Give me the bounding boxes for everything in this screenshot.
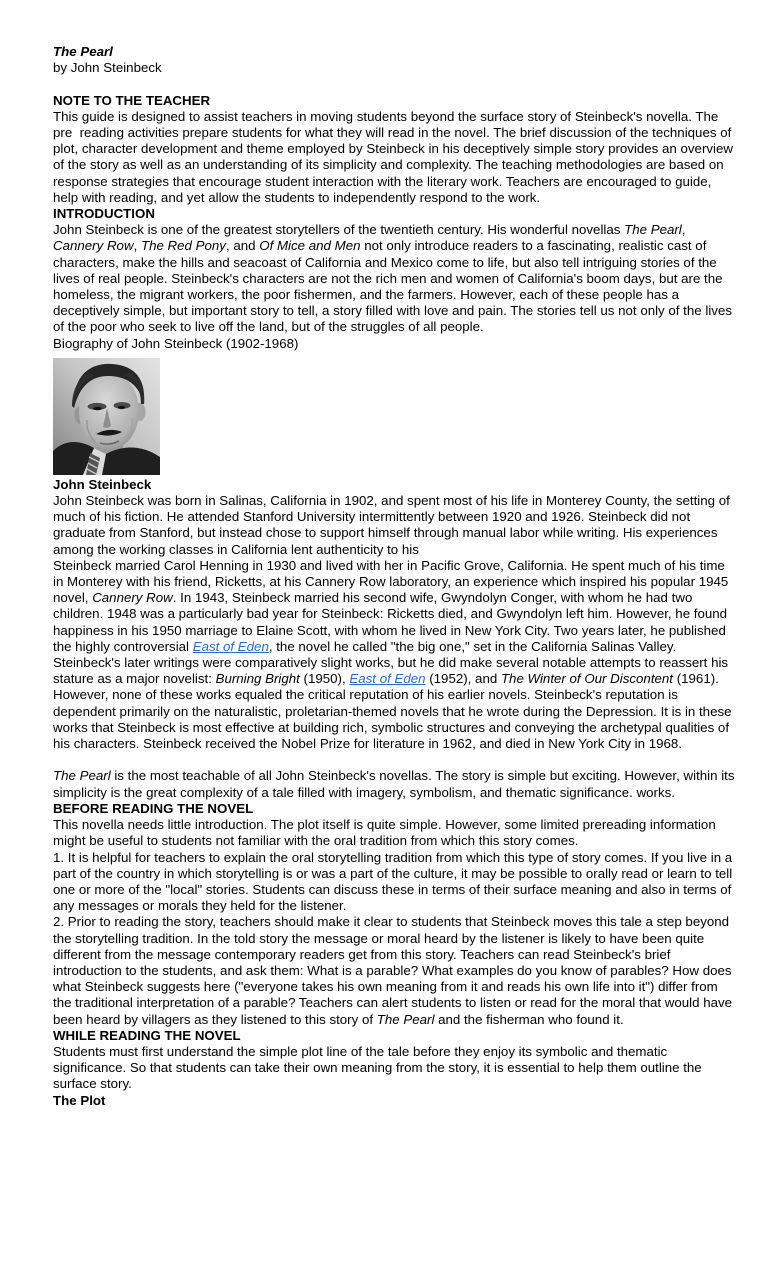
spacer (53, 752, 735, 768)
introduction-paragraph-text: The Red Pony (140, 238, 226, 254)
prereading-item-1-text: 1. It is helpful for teachers to explain the oral storytelling tradition from which this type of story comes. If you live in a part of the country in which storytelling is or was a part of the culture, it may be possible to orally read or learn to tell one or more of the "local" stories. Students can discuss these in terms of their surface meaning and also in terms of any messages or morals they held for the listener. (53, 849, 736, 914)
biography-paragraph-2-text: Steinbeck married Carol Henning in 1930 and lived with her in Pacific Grove, California. He spent much of his time in Monterey with his friend, Ricketts, at his Cannery Row laboratory, an experience which inspired his popular 1945 novel, (53, 557, 732, 606)
photo-caption-text: John Steinbeck (53, 476, 152, 492)
introduction-paragraph-text: Cannery Row (53, 238, 134, 254)
biography-paragraph-2-text: Cannery Row (92, 590, 173, 606)
introduction-paragraph-text: The Pearl (624, 222, 682, 238)
biography-paragraph-3-text: (1952), and (425, 671, 501, 687)
east-of-eden-link[interactable]: East of Eden (192, 638, 269, 654)
prereading-item-2 (53, 914, 735, 1027)
book-title-text: The Pearl (53, 44, 113, 59)
biography-line (53, 336, 735, 352)
note-to-teacher-heading-text: NOTE TO THE TEACHER (53, 92, 211, 108)
introduction-paragraph-text: John Steinbeck is one of the greatest storytellers of the twentieth century. His wonderful novellas (53, 222, 625, 238)
introduction-paragraph-text: not only introduce readers to a fascinating, realistic cast of characters, make the hills and seacoast of California and Mexico come to life, but also tell intriguing stories of the lives of real people. Steinbeck's characters are not the rich men and women of California's boom days, but are the homeless, the migrant workers, the poor fishermen, and the farmers. However, each of these people has a deceptively simple, but important story to tell, a story filled with love and pain. The stories tell us not only of the lives of the poor who seek to live off the land, but of the struggles of all people. (53, 238, 736, 335)
introduction-heading-text: INTRODUCTION (53, 206, 155, 222)
prereading-item-2-text: The Pearl (376, 1011, 435, 1027)
biography-paragraph-3-text: (1961). However, none of these works equaled the critical reputation of his earlier novels. Steinbeck's reputation is dependent primarily on the naturalistic, proletarian-themed novels that he wrote during the Depression. It is in these works that Steinbeck is most effective at building rich, symbolic structures and conveying the archetypal qualities of his characters. Steinbeck received the Nobel Prize for literature in 1962, and died in New York City in 1968. (53, 671, 736, 752)
while-reading-paragraph-text: Students must first understand the simple plot line of the tale before they enjoy its symbolic and thematic significance. So that students can take their own meaning from the story, it is essential to help them outline the surface story. (53, 1043, 706, 1092)
byline (53, 60, 735, 76)
east-of-eden-link[interactable]: East of Eden (349, 671, 426, 687)
teachable-paragraph (53, 768, 739, 800)
biography-paragraph-3-text: Burning Bright (215, 671, 300, 687)
the-plot-heading (53, 1093, 735, 1109)
introduction-paragraph-text: Of Mice and Men (259, 238, 361, 254)
biography-paragraph-1-text: John Steinbeck was born in Salinas, California in 1902, and spent most of his life in Monterey County, the setting of much of his fiction. He attended Stanford University intermittently between 1920 and 1926. Steinbeck did not graduate from Stanford, but instead chose to support himself through manual labor while writing. His experiences among the working classes in California lent authenticity to his (53, 493, 734, 557)
prereading-item-2-text: 2. Prior to reading the story, teachers should make it clear to students that Steinbeck moves this tale a step beyond the storytelling tradition. In the told story the message or moral heard by the listener is likely to have been quite different from the message contemporary readers get from this story. Teachers can read Steinbeck's brief introduction to the students, and ask them: What is a parable? What examples do you know of parables? How does what Steinbeck suggests here ("everyone takes his own meaning from it and reads his own life into it") differ from the traditional interpretation of a parable? Teachers can alert students to listen or read for the moral that would have been heard by villagers as they listened to this story of (53, 914, 736, 1027)
biography-paragraph-3-text: (1950), (299, 671, 350, 687)
document-body (53, 44, 739, 1109)
introduction-heading (53, 206, 735, 222)
introduction-paragraph-text: , and (225, 238, 260, 254)
prereading-item-2-text: and the fisherman who found it. (434, 1011, 624, 1027)
biography-paragraph-2-text: , the novel he called "the big one," set in the California Salinas Valley. (268, 638, 677, 654)
biography-paragraph-3 (53, 655, 735, 752)
steinbeck-photo (53, 358, 160, 475)
introduction-paragraph (53, 222, 735, 335)
teachable-paragraph-text: The Pearl (53, 768, 111, 784)
biography-paragraph-2 (53, 558, 735, 655)
while-reading-heading (53, 1028, 735, 1044)
photo-caption (53, 477, 735, 493)
biography-paragraph-3-text: The Winter of Our Discontent (500, 671, 674, 687)
note-to-teacher-heading (53, 93, 735, 109)
while-reading-heading-text: WHILE READING THE NOVEL (53, 1027, 241, 1043)
before-reading-paragraph-text: This novella needs little introduction. The plot itself is quite simple. However, some limited prereading information might be useful to students not familiar with the oral tradition from which this story comes. (53, 817, 720, 849)
teachable-paragraph-text: is the most teachable of all John Steinbeck's novellas. The story is simple but exciting. However, within its simplicity is the great complexity of a tale filled with imagery, symbolism, and thematic significance. works. (53, 768, 739, 800)
byline-text: by John Steinbeck (53, 60, 162, 76)
the-plot-heading-text: The Plot (53, 1092, 106, 1108)
biography-paragraph-3-text: Steinbeck's later writings were comparatively slight works, but he did make several notable attempts to reassert his stature as a major novelist: (53, 655, 732, 687)
book-title (53, 44, 735, 60)
biography-line-text: Biography of John Steinbeck (1902-1968) (53, 335, 299, 351)
note-to-teacher-paragraph-text: This guide is designed to assist teachers in moving students beyond the surface story of Steinbeck's novella. The pre reading activities prepare students for what they will read in the novel. The brief discussion of the techniques of plot, character development and theme employed by Steinbeck in his deceptively simple story provides an overview of the story as well as an understanding of its simplicity and complexity. The teaching methodologies are based on response strategies that encourage student interaction with the literary work. Teachers are encouraged to guide, help with reading, and yet allow the students to independently respond to the work. (53, 108, 737, 205)
note-to-teacher-paragraph (53, 109, 735, 206)
biography-paragraph-1 (53, 493, 735, 558)
spacer (53, 76, 735, 92)
introduction-paragraph-text: , (133, 238, 141, 254)
before-reading-heading-text: BEFORE READING THE NOVEL (53, 800, 254, 816)
while-reading-paragraph (53, 1044, 735, 1093)
prereading-item-1 (53, 850, 735, 915)
introduction-paragraph-text: , (681, 222, 690, 238)
before-reading-heading (53, 801, 735, 817)
biography-paragraph-2-text: . In 1943, Steinbeck married his second wife, Gwyndolyn Conger, with whom he had two children. 1948 was a particularly bad year for Steinbeck: Ricketts died, and Gwyndolyn left him. However, he found happiness in his 1950 marriage to Elaine Scott, with whom he lived in New York City. Two years later, he published the highly controversial (53, 590, 731, 654)
before-reading-paragraph (53, 817, 735, 849)
portrait-image (53, 358, 160, 475)
